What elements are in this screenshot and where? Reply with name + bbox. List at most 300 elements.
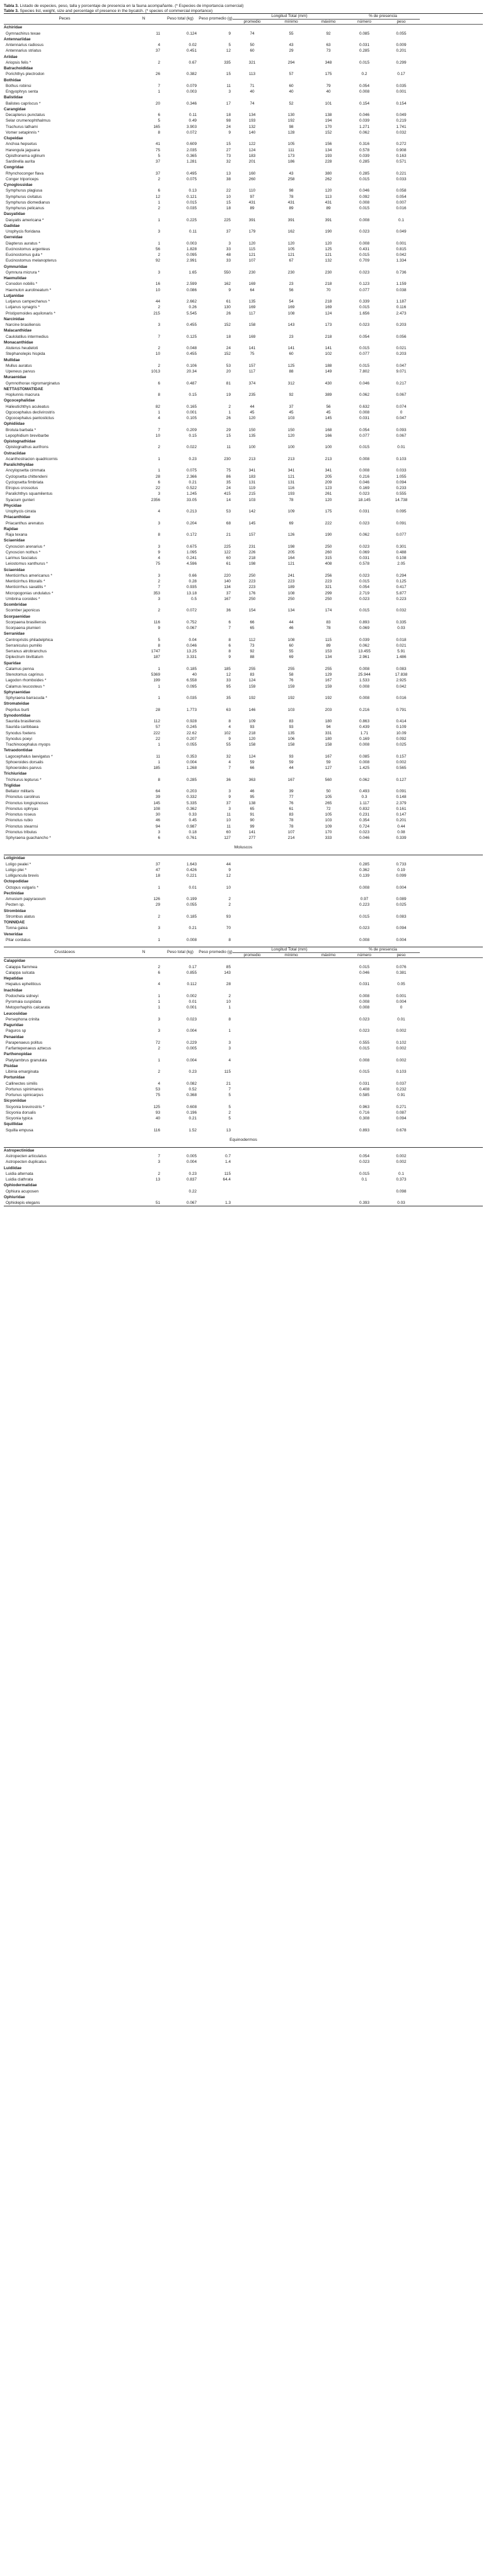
long-promedio-cell: 50 xyxy=(250,43,255,48)
long-min-cell: 126 xyxy=(287,533,295,538)
long-max-cell: 321 xyxy=(325,585,332,590)
long-min-cell: 92 xyxy=(289,393,294,398)
long-min-cell xyxy=(272,925,311,931)
presencia-numero-cell: 0.039 xyxy=(359,153,369,158)
long-max-cell xyxy=(311,1058,346,1063)
peso-promedio-cell: 8 xyxy=(228,1017,231,1022)
species-name: Calappa flammea xyxy=(6,964,38,969)
presencia-numero-cell: 0.046 xyxy=(359,188,369,193)
long-promedio-cell: 321 xyxy=(248,60,256,65)
n-cell: 7 xyxy=(158,427,160,432)
species-name: Astropecten duplicatus xyxy=(6,1160,47,1165)
presencia-numero-cell: 0.832 xyxy=(359,806,369,811)
species-row xyxy=(4,777,483,783)
long-promedio-cell: 223 xyxy=(248,579,256,584)
spacer-cell xyxy=(420,760,483,765)
species-name: Ogcocephalus pantostictus xyxy=(6,416,54,421)
species-row xyxy=(4,981,483,987)
presencia-numero-cell: 0.023 xyxy=(359,229,369,234)
presencia-numero-cell: 0.062 xyxy=(359,533,369,538)
peso-total-cell: 0.241 xyxy=(187,556,197,561)
n-cell: 56 xyxy=(155,246,160,251)
peso-promedio-cell: 24 xyxy=(226,124,231,129)
presencia-numero-cell: 0.015 xyxy=(359,305,369,310)
presencia-peso-cell: 0.002 xyxy=(396,1046,407,1051)
species-name: Engyophrys senta xyxy=(6,90,38,95)
presencia-numero-cell: 0.069 xyxy=(359,550,369,555)
long-min-cell: 69 xyxy=(289,655,294,660)
peso-total-cell: 0.11 xyxy=(189,113,197,118)
n-cell: 7 xyxy=(158,585,160,590)
long-min-cell xyxy=(272,1116,311,1121)
presencia-peso-cell: 0.001 xyxy=(396,90,407,95)
species-name: Rhynchoconger flava xyxy=(6,171,44,176)
species-row xyxy=(4,835,483,841)
long-min-cell: 44 xyxy=(289,620,294,625)
species-name: Ariopsis felis * xyxy=(6,60,32,65)
n-cell: 57 xyxy=(155,725,160,730)
presencia-peso-cell: 2.05 xyxy=(397,562,405,567)
presencia-peso-cell: 0.221 xyxy=(396,171,407,176)
family-name: Ophiuridae xyxy=(4,1194,25,1199)
col-numero-2: número xyxy=(357,952,372,957)
peso-promedio-cell: 28 xyxy=(226,982,231,987)
peso-total-cell: 0.005 xyxy=(187,1046,197,1051)
species-name: Luidia clathrata xyxy=(6,1177,33,1182)
long-min-cell xyxy=(272,1017,311,1022)
species-name: Antennarius striatus xyxy=(6,49,42,54)
n-cell: 1 xyxy=(158,1000,160,1005)
presencia-peso-cell: 0.301 xyxy=(396,544,407,549)
species-name: Gymnura micrura * xyxy=(6,270,40,275)
species-row xyxy=(4,596,483,602)
long-max-cell xyxy=(311,1046,346,1051)
species-name: Conodon nobilis * xyxy=(6,282,38,287)
spacer-cell xyxy=(420,42,483,48)
presencia-peso-cell: 0.099 xyxy=(396,874,407,879)
spacer-cell xyxy=(420,925,483,931)
long-max-cell: 265 xyxy=(325,800,332,806)
n-cell: 3 xyxy=(158,1160,160,1165)
long-min-cell: 43 xyxy=(289,43,294,48)
peso-total-cell: 0.455 xyxy=(187,352,197,357)
long-min-cell: 44 xyxy=(289,766,294,771)
long-promedio-cell: 75 xyxy=(250,352,255,357)
peso-promedio-cell: 44 xyxy=(226,862,231,867)
col-peso: peso xyxy=(396,19,406,24)
long-promedio-cell xyxy=(233,999,272,1005)
family-row xyxy=(4,503,483,509)
n-cell: 126 xyxy=(153,897,160,902)
peso-total-cell: 0.935 xyxy=(187,585,197,590)
species-row xyxy=(4,1200,483,1206)
peso-promedio-cell: 5 xyxy=(228,1116,231,1121)
long-max-cell: 45 xyxy=(326,410,331,415)
peso-total-cell: 0.5 xyxy=(191,596,197,601)
presencia-peso-cell: 0.032 xyxy=(396,130,407,135)
peso-total-cell: 0.368 xyxy=(187,1093,197,1098)
presencia-numero-cell: 0.031 xyxy=(359,43,369,48)
spacer-cell xyxy=(420,742,483,748)
presencia-numero-cell: 0.008 xyxy=(359,742,369,748)
presencia-peso-cell: 0.004 xyxy=(396,1000,407,1005)
spacer-cell xyxy=(420,573,483,579)
spacer-cell xyxy=(420,981,483,987)
long-min-cell: 173 xyxy=(287,153,295,158)
long-min-cell xyxy=(272,1110,311,1116)
long-min-cell: 43 xyxy=(289,171,294,176)
long-min-cell: 89 xyxy=(289,206,294,211)
spacer-cell xyxy=(420,363,483,369)
peso-total-cell: 0.18 xyxy=(188,829,197,835)
long-max-cell: 222 xyxy=(325,521,332,526)
spacer-cell xyxy=(420,299,483,304)
long-max-cell: 333 xyxy=(325,836,332,841)
presencia-peso-cell: 0.03 xyxy=(397,1201,405,1206)
long-min-cell: 121 xyxy=(287,253,295,258)
long-max-cell: 341 xyxy=(325,468,332,473)
long-min-cell: 45 xyxy=(289,410,294,415)
species-name: Cyclopsetta fimbriata xyxy=(6,480,43,485)
peso-total-cell: 0.165 xyxy=(187,404,197,409)
spacer-cell xyxy=(420,862,483,867)
presencia-peso-cell: 0.01 xyxy=(397,445,405,450)
species-name: Metoporhaphis calcarata xyxy=(6,1005,50,1010)
presencia-numero-cell xyxy=(346,1189,383,1194)
long-max-cell xyxy=(311,1159,346,1165)
presencia-peso-cell: 0.094 xyxy=(396,480,407,485)
species-row xyxy=(4,1177,483,1182)
long-max-cell: 120 xyxy=(325,188,332,193)
species-name: Priacanthus arenatus xyxy=(6,521,44,526)
spacer-cell xyxy=(420,608,483,613)
species-name: Lutjanus campechanus * xyxy=(6,299,50,304)
family-row xyxy=(4,567,483,573)
presencia-peso-cell: 0.004 xyxy=(396,937,407,942)
spacer-cell xyxy=(420,200,483,205)
species-name: Sicyonia dorsalis xyxy=(6,1110,36,1115)
long-max-cell: 250 xyxy=(325,596,332,601)
spacer-cell xyxy=(420,176,483,182)
family-row xyxy=(4,357,483,363)
n-cell: 6 xyxy=(158,970,160,975)
presencia-numero-cell: 0.285 xyxy=(359,171,369,176)
long-max-cell xyxy=(311,914,346,920)
long-min-cell xyxy=(272,993,311,999)
family-name: Scombridae xyxy=(4,603,27,608)
family-name: Veneridae xyxy=(4,932,23,937)
peso-total-cell: 0.112 xyxy=(187,982,197,987)
long-max-cell xyxy=(311,1116,346,1121)
species-name: Scorpaena brasiliensis xyxy=(6,620,47,625)
long-max-cell xyxy=(311,1177,346,1182)
n-cell: 1 xyxy=(158,742,160,748)
family-row xyxy=(4,855,483,862)
peso-promedio-cell: 95 xyxy=(226,684,231,689)
spacer-cell xyxy=(420,427,483,433)
presencia-peso-cell: 10.09 xyxy=(396,731,407,736)
peso-promedio-cell: 2 xyxy=(228,404,231,409)
n-cell: 82 xyxy=(155,404,160,409)
spacer-cell xyxy=(420,433,483,439)
col-peso-total: Peso total (kg) xyxy=(167,16,194,21)
spacer-cell xyxy=(420,654,483,660)
spacer-cell xyxy=(420,999,483,1005)
family-row xyxy=(4,136,483,141)
family-row xyxy=(4,165,483,170)
long-max-cell xyxy=(311,885,346,891)
spacer-cell xyxy=(420,532,483,538)
long-promedio-cell: 146 xyxy=(248,707,256,712)
family-row xyxy=(4,1075,483,1080)
peso-promedio-cell: 162 xyxy=(224,282,231,287)
long-max-cell: 134 xyxy=(325,655,332,660)
species-name: Sicyonia typica xyxy=(6,1116,33,1121)
peso-promedio-cell: 24 xyxy=(226,346,231,351)
presencia-peso-cell: 0.791 xyxy=(396,707,407,712)
spacer-cell xyxy=(420,246,483,252)
spacer-cell xyxy=(420,118,483,124)
species-name: Pristipomoides aquilonaris * xyxy=(6,311,55,316)
long-max-cell: 188 xyxy=(325,363,332,368)
presencia-peso-cell: 14.738 xyxy=(395,497,408,502)
long-promedio-cell: 44 xyxy=(250,404,255,409)
long-promedio-cell: 198 xyxy=(248,562,256,567)
long-min-cell: 198 xyxy=(287,544,295,549)
peso-promedio-cell: 61 xyxy=(226,562,231,567)
peso-total-cell: 13.18 xyxy=(187,591,197,596)
long-max-cell: 132 xyxy=(325,258,332,263)
long-min-cell xyxy=(272,1028,311,1034)
peso-total-cell: 1.268 xyxy=(187,766,197,771)
family-row xyxy=(4,1011,483,1017)
n-cell: 3 xyxy=(158,829,160,835)
presencia-numero-cell: 0.431 xyxy=(359,246,369,251)
long-min-cell: 241 xyxy=(287,573,295,578)
long-max-cell: 120 xyxy=(325,497,332,502)
long-max-cell: 89 xyxy=(326,643,331,648)
col-maximo: máximo xyxy=(321,19,336,24)
long-min-cell: 29 xyxy=(289,49,294,54)
long-promedio-cell: 135 xyxy=(248,433,256,438)
long-max-cell: 153 xyxy=(325,649,332,654)
spacer-cell xyxy=(420,241,483,246)
family-row xyxy=(4,398,483,403)
peso-promedio-cell: 15 xyxy=(226,72,231,77)
long-promedio-cell: 124 xyxy=(248,678,256,683)
presencia-numero-cell: 0.077 xyxy=(359,433,369,438)
long-max-cell: 261 xyxy=(325,492,332,497)
family-row xyxy=(4,439,483,444)
spacer-cell xyxy=(420,345,483,351)
species-row xyxy=(4,351,483,357)
species-row xyxy=(4,42,483,48)
family-row xyxy=(4,538,483,543)
peso-total-cell: 6.558 xyxy=(187,678,197,683)
peso-total-cell: 0.855 xyxy=(187,970,197,975)
long-min-cell: 120 xyxy=(287,241,295,246)
peso-total-cell: 0.675 xyxy=(187,544,197,549)
peso-total-cell: 0.23 xyxy=(188,1070,197,1075)
family-row xyxy=(4,602,483,608)
presencia-peso-cell: 5.91 xyxy=(397,649,405,654)
peso-total-cell: 0.451 xyxy=(187,49,197,54)
long-min-cell: 164 xyxy=(287,556,295,561)
family-row xyxy=(4,1147,483,1153)
peso-total-cell: 2.599 xyxy=(187,282,197,287)
spacer-cell xyxy=(420,60,483,66)
family-row xyxy=(4,976,483,981)
presencia-peso-cell: 0.007 xyxy=(396,200,407,205)
family-name: Scorpaenidae xyxy=(4,614,30,619)
species-row xyxy=(4,101,483,107)
long-promedio-cell xyxy=(233,1128,272,1133)
peso-total-cell: 0.095 xyxy=(187,684,197,689)
species-name: Portunus spinicarpus xyxy=(6,1093,43,1098)
family-name: Paguridae xyxy=(4,1023,23,1028)
n-cell: 6 xyxy=(158,188,160,193)
species-row xyxy=(4,31,483,37)
presencia-numero-cell: 0.039 xyxy=(359,118,369,124)
family-row xyxy=(4,328,483,333)
n-cell: 1 xyxy=(158,90,160,95)
long-max-cell: 103 xyxy=(325,818,332,823)
species-row xyxy=(4,491,483,497)
species-row xyxy=(4,444,483,450)
species-name: Persephona crinita xyxy=(6,1017,40,1022)
long-promedio-cell xyxy=(233,1159,272,1165)
presencia-numero-cell: 1.271 xyxy=(359,124,369,129)
long-min-cell: 103 xyxy=(287,416,295,421)
species-row xyxy=(4,1058,483,1063)
family-name: Haemulidae xyxy=(4,276,26,281)
presencia-numero-cell: 0.023 xyxy=(359,323,369,328)
n-cell: 2 xyxy=(158,445,160,450)
long-promedio-cell xyxy=(233,1200,272,1206)
long-promedio-cell: 157 xyxy=(248,363,256,368)
presencia-numero-cell: 0.046 xyxy=(359,381,369,386)
presencia-numero-cell: 0.216 xyxy=(359,474,369,479)
peso-total-cell: 0.362 xyxy=(187,806,197,811)
n-cell: 26 xyxy=(155,72,160,77)
species-name: Callinectes similis xyxy=(6,1081,38,1086)
long-min-cell xyxy=(272,862,311,867)
n-cell: 116 xyxy=(153,620,160,625)
long-min-cell: 60 xyxy=(289,352,294,357)
peso-total-cell: 0.001 xyxy=(187,1005,197,1010)
peso-promedio-cell: 152 xyxy=(224,352,231,357)
presencia-peso-cell: 0.021 xyxy=(396,346,407,351)
peso-promedio-cell: 225 xyxy=(224,544,231,549)
col-peso-promedio: Peso promedio (g) xyxy=(199,16,233,21)
presencia-peso-cell: 1.187 xyxy=(396,299,407,304)
spacer-cell xyxy=(420,885,483,891)
peso-total-cell: 0.086 xyxy=(187,287,197,292)
n-cell: 37 xyxy=(155,862,160,867)
n-cell: 51 xyxy=(155,1201,160,1206)
long-min-cell: 40 xyxy=(289,90,294,95)
col-presencia: % de presencia xyxy=(346,14,420,20)
presencia-numero-cell: 2.719 xyxy=(359,591,369,596)
family-name: Parthenopidae xyxy=(4,1052,32,1057)
n-cell: 1 xyxy=(158,241,160,246)
spacer-cell xyxy=(420,765,483,771)
species-name: Ophiura acuposen xyxy=(6,1189,39,1194)
n-cell: 8 xyxy=(158,393,160,398)
n-cell: 165 xyxy=(153,124,160,129)
species-row xyxy=(4,684,483,690)
presencia-numero-cell: 0.709 xyxy=(359,258,369,263)
presencia-numero-cell: 0.015 xyxy=(359,579,369,584)
species-row xyxy=(4,71,483,77)
species-name: Paralichthys squamilentus xyxy=(6,492,53,497)
long-promedio-cell: 158 xyxy=(248,323,256,328)
long-promedio-cell: 341 xyxy=(248,468,256,473)
presencia-numero-cell: 0.069 xyxy=(359,626,369,631)
long-max-cell xyxy=(311,1153,346,1159)
long-min-cell xyxy=(272,896,311,902)
col-longitud: Longitud Total (mm) xyxy=(233,14,346,20)
spacer-cell xyxy=(420,474,483,480)
long-min-cell: 57 xyxy=(289,72,294,77)
family-name: Ogcocephalidae xyxy=(4,398,35,403)
species-name: Podochela sidneyi xyxy=(6,993,38,998)
presencia-numero-cell: 0.863 xyxy=(359,719,369,724)
n-cell: 13 xyxy=(155,1177,160,1182)
species-name: Serraniculus pumilio xyxy=(6,643,42,648)
long-min-cell: 134 xyxy=(287,608,295,613)
peso-total-cell: 0.752 xyxy=(187,620,197,625)
long-promedio-cell: 231 xyxy=(248,544,256,549)
species-row xyxy=(4,555,483,561)
species-name: Tonna galea xyxy=(6,926,28,931)
peso-total-cell: 0.382 xyxy=(187,72,197,77)
long-promedio-cell: 103 xyxy=(248,497,256,502)
presencia-numero-cell: 0.008 xyxy=(359,456,369,461)
spacer-cell xyxy=(420,937,483,943)
peso-total-cell: 0.105 xyxy=(187,416,197,421)
family-row xyxy=(4,421,483,427)
col-promedio-2: promedio xyxy=(243,952,261,957)
family-name: Lutjanidae xyxy=(4,293,24,298)
species-row xyxy=(4,964,483,970)
long-max-cell: 230 xyxy=(325,270,332,275)
family-name: Sicyoniidae xyxy=(4,1099,26,1104)
peso-promedio-cell: 1.3 xyxy=(225,1201,231,1206)
long-promedio-cell xyxy=(233,1081,272,1087)
species-row xyxy=(4,48,483,54)
long-max-cell xyxy=(311,993,346,999)
species-name: Stenotomus caprinus xyxy=(6,673,44,678)
long-min-cell: 106 xyxy=(287,736,295,741)
presencia-numero-cell: 0.015 xyxy=(359,445,369,450)
long-promedio-cell: 142 xyxy=(248,509,256,514)
family-row xyxy=(4,783,483,788)
n-cell: 94 xyxy=(155,824,160,829)
peso-total-cell: 0.225 xyxy=(187,217,197,222)
species-name: Prionotus carolinus xyxy=(6,795,40,800)
peso-total-cell: 0.075 xyxy=(187,176,197,182)
presencia-peso-cell: 1.055 xyxy=(396,474,407,479)
species-row xyxy=(4,258,483,263)
presencia-numero-cell: 0.439 xyxy=(359,725,369,730)
presencia-numero-cell: 0.169 xyxy=(359,736,369,741)
long-promedio-cell xyxy=(233,925,272,931)
presencia-peso-cell: 0 xyxy=(400,410,403,415)
family-row xyxy=(4,107,483,112)
peso-total-cell: 0.095 xyxy=(187,253,197,258)
species-row xyxy=(4,666,483,672)
